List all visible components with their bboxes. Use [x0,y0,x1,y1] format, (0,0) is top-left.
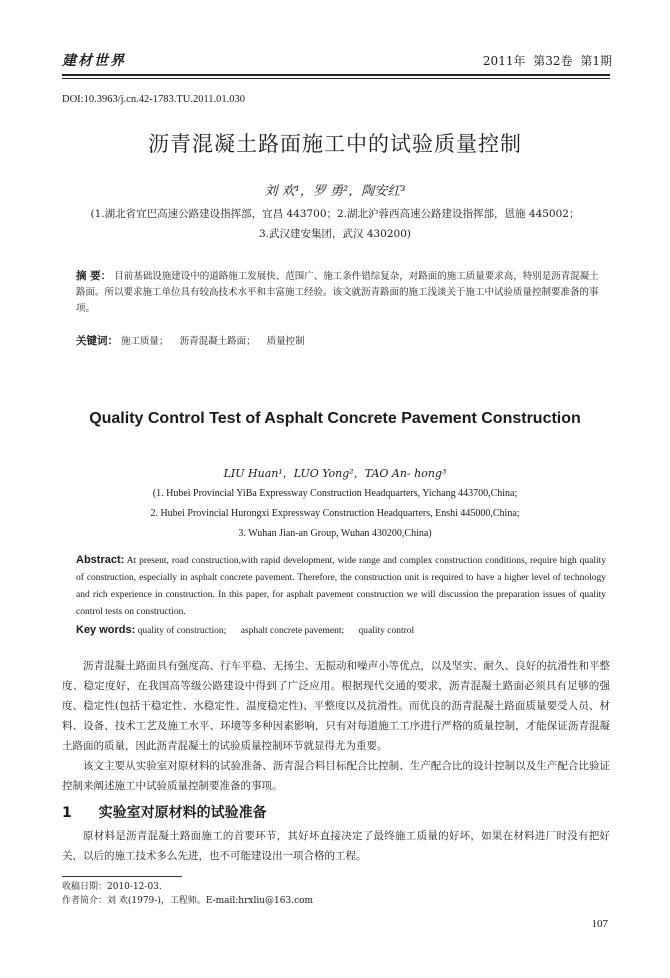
english-keywords [76,624,606,636]
section-title: 实验室对原材料的试验准备 [98,805,267,821]
keyword: 施工质量； [121,336,169,347]
doi: DOI:10.3963/j.cn.42-1783.TU.2011.01.030 [62,94,246,105]
keyword: 沥青混凝土路面； [179,336,256,347]
author-bio: 作者简介：刘 欢(1979-)，工程师。E-mail:hrxliu@163.com [62,896,314,906]
footnote-rule [62,876,182,877]
english-affiliation-line: (1. Hubei Provincial YiBa Expressway Construction Headquarters, Yichang 443700,China; [152,488,518,499]
keyword: asphalt concrete pavement; [240,626,345,636]
keyword: 质量控制 [266,336,305,347]
english-abstract-label: Abstract: [76,554,125,566]
page-number: 107 [591,918,608,930]
english-affiliations [0,484,670,544]
english-title: Quality Control Test of Asphalt Concrete Pavement Construction [89,410,581,427]
english-keywords-label: Key words: [76,624,136,636]
chinese-keywords-label: 关键词： [76,335,118,347]
english-authors: LIU Huan¹，LUO Yong²，TAO An- hong³ [223,467,447,480]
body-paragraph: 沥青混凝土路面具有强度高、行车平稳、无扬尘、无振动和噪声小等优点，以及坚实、耐久、良好的抗滑性和平整度、稳定度好，在我国高等级公路建设中得到了广泛应用。根据现代交通的要求，沥青混凝土路面必须具有足够的强度、稳定性(包括干稳定性、水稳定性、温度稳定性)、平整度以及抗滑性。而优良的沥青混凝土路面质量要受人员、材料、设备、技术工艺及施工水平、环境等多种因素影响，只有对每道施工工序进行严格的质量控制，才能保证沥青混凝土路面的质量，因此沥青混凝土的试验质量控制环节就显得尤为重要。 [62,660,610,752]
chinese-title: 沥青混凝土路面施工中的试验质量控制 [148,132,522,156]
chinese-keywords [76,333,606,348]
footnote [62,880,313,908]
header-rule-thin [62,78,610,79]
english-abstract-text: At present, road construction,with rapid development, wide range and complex construction conditions, require high quality of construction, especially in asphalt concrete pavement. Therefore, the construction unit is required to have a higher level of technology and rich experience in construction. In this paper, for asphalt pavement construction we will discussion the preparation issues of quality control tests on construction. [76,556,606,617]
chinese-affiliation-line: 3.武汉建安集团，武汉 430200) [258,228,412,240]
keyword: quality control [358,626,415,636]
english-affiliation-line: 3. Wuhan Jian-an Group, Wuhan 430200,China) [238,528,432,539]
header-rule [62,74,610,76]
body-paragraph: 原材料是沥青混凝土路面施工的首要环节，其好坏直接决定了最终施工质量的好坏，如果在材料进厂时没有把好关，以后的施工技术多么先进，也不可能建设出一项合格的工程。 [62,830,610,862]
chinese-abstract-text: 目前基础设施建设中的道路施工发展快、范围广、施工条件错综复杂，对路面的施工质量要求高，特别是沥青混凝土路面。所以要求施工单位具有较高技术水平和丰富施工经验。该文就沥青路面的施工浅谈关于施工中试验质量控制要准备的事项。 [76,271,599,314]
journal-name: 建材世界 [62,53,126,69]
issue-info: 2011年 第32卷 第1期 [482,54,612,68]
chinese-abstract [76,268,606,317]
chinese-abstract-label: 摘 要： [76,270,112,282]
chinese-authors: 刘 欢¹，罗 勇²，陶安红³ [264,184,406,199]
section-number: 1 [62,805,72,821]
english-affiliation-line: 2. Hubei Provincial Hurongxi Expressway Construction Headquarters, Enshi 445000,China; [150,508,520,519]
chinese-affiliation-line: (1.湖北省宜巴高速公路建设指挥部，宜昌 443700；2.湖北沪蓉西高速公路建设指挥部，恩施 445002； [90,208,580,220]
received-date: 收稿日期：2010-12-03. [62,882,162,892]
chinese-affiliations [0,204,670,244]
section-heading [62,802,267,822]
body-paragraph: 该文主要从实验室对原材料的试验准备、沥青混合料目标配合比控制、生产配合比的设计控制以及生产配合比验证控制来阐述施工中试验质量控制要准备的事项。 [62,760,610,792]
keyword: quality of construction; [137,626,227,636]
english-abstract [76,552,606,621]
